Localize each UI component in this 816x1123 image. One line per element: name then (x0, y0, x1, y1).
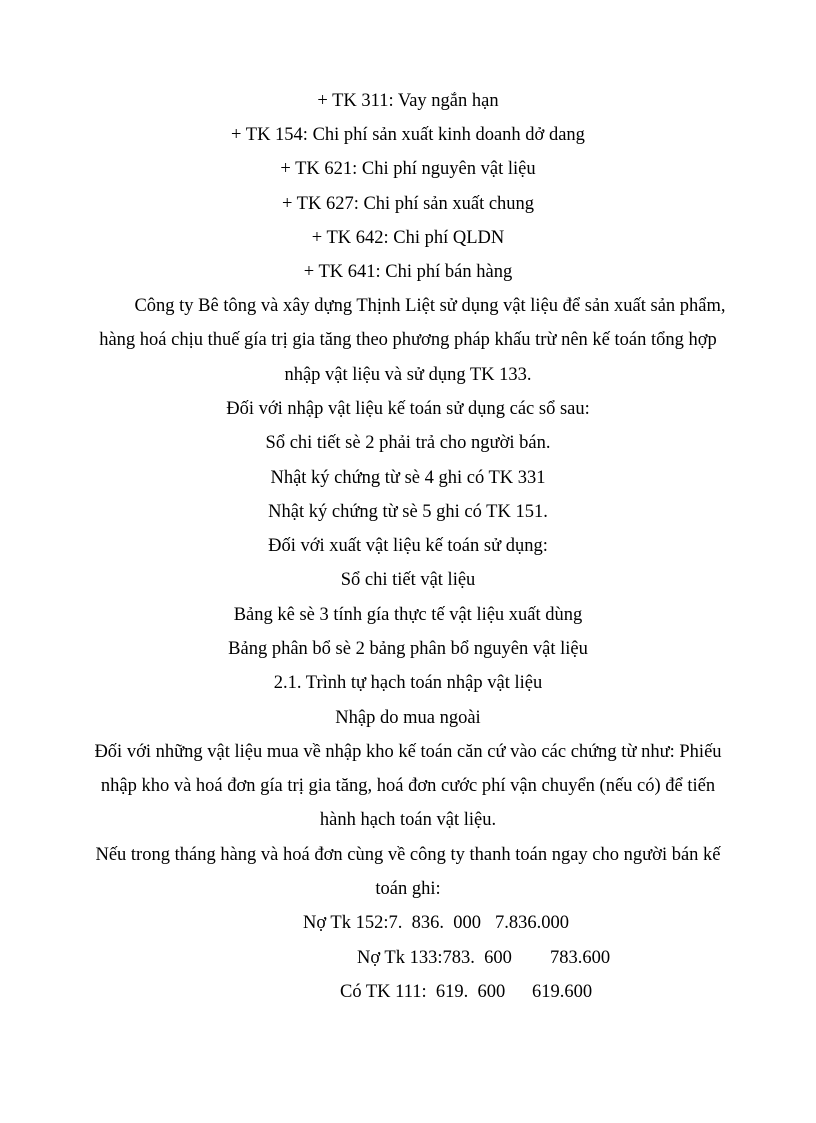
vat-paragraph-line-1: Công ty Bê tông và xây dựng Thịnh Liệt sử dụng vật liệu để sản xuất sản phẩm, (134, 296, 726, 316)
purchase-paragraph-line-2: nhập kho và hoá đơn gía trị gia tăng, hoá đơn cước phí vận chuyển (nếu có) để tiến (100, 776, 716, 796)
account-tk621: + TK 621: Chi phí nguyên vật liệu (280, 159, 536, 179)
purchase-paragraph-line-1: Đối với những vật liệu mua về nhập kho kế toán căn cứ vào các chứng từ như: Phiếu (94, 742, 722, 762)
import-books-heading: Đối với nhập vật liệu kế toán sử dụng các sổ sau: (226, 399, 590, 419)
subsection-title: Nhập do mua ngoài (335, 708, 481, 728)
vat-paragraph-line-2: hàng hoá chịu thuế gía trị gia tăng theo phương pháp khấu trừ nên kế toán tổng hợp (99, 330, 717, 350)
import-book-item: Nhật ký chứng từ sè 5 ghi có TK 151. (268, 502, 548, 522)
journal-entry-credit-111-label: Có TK 111: 619. 600 (340, 982, 506, 1002)
account-tk641: + TK 641: Chi phí bán hàng (303, 262, 513, 282)
purchase-paragraph-line-3: hành hạch toán vật liệu. (319, 810, 497, 830)
vat-paragraph-line-3: nhập vật liệu và sử dụng TK 133. (284, 365, 532, 385)
account-tk627: + TK 627: Chi phí sản xuất chung (281, 194, 535, 214)
export-book-item: Sổ chi tiết vật liệu (340, 570, 476, 590)
journal-entry-credit-111-amount: 619.600 (532, 982, 593, 1002)
import-book-item: Sổ chi tiết sè 2 phải trả cho người bán. (265, 433, 551, 453)
journal-entry-debit-133-amount: 783.600 (550, 948, 611, 968)
account-tk311: + TK 311: Vay ngắn hạn (317, 91, 499, 111)
export-book-item: Bảng kê sè 3 tính gía thực tế vật liệu xuất dùng (233, 605, 583, 625)
journal-entry-debit-152-amount: 7.836.000 (495, 913, 569, 933)
account-tk642: + TK 642: Chi phí QLDN (311, 228, 505, 248)
section-title: 2.1. Trình tự hạch toán nhập vật liệu (273, 673, 543, 693)
export-books-heading: Đối với xuất vật liệu kế toán sử dụng: (268, 536, 548, 556)
journal-entry-debit-133-label: Nợ Tk 133:783. 600 (357, 948, 512, 968)
journal-entry-debit-152-label: Nợ Tk 152:7. 836. 000 (303, 913, 481, 933)
payment-paragraph-line-2: toán ghi: (375, 879, 441, 899)
export-book-item: Bảng phân bổ sè 2 bảng phân bổ nguyên vật liệu (228, 639, 588, 659)
payment-paragraph-line-1: Nếu trong tháng hàng và hoá đơn cùng về công ty thanh toán ngay cho người bán kế (95, 845, 721, 865)
account-tk154: + TK 154: Chi phí sản xuất kinh doanh dở dang (231, 125, 585, 145)
import-book-item: Nhật ký chứng từ sè 4 ghi có TK 331 (270, 468, 546, 488)
